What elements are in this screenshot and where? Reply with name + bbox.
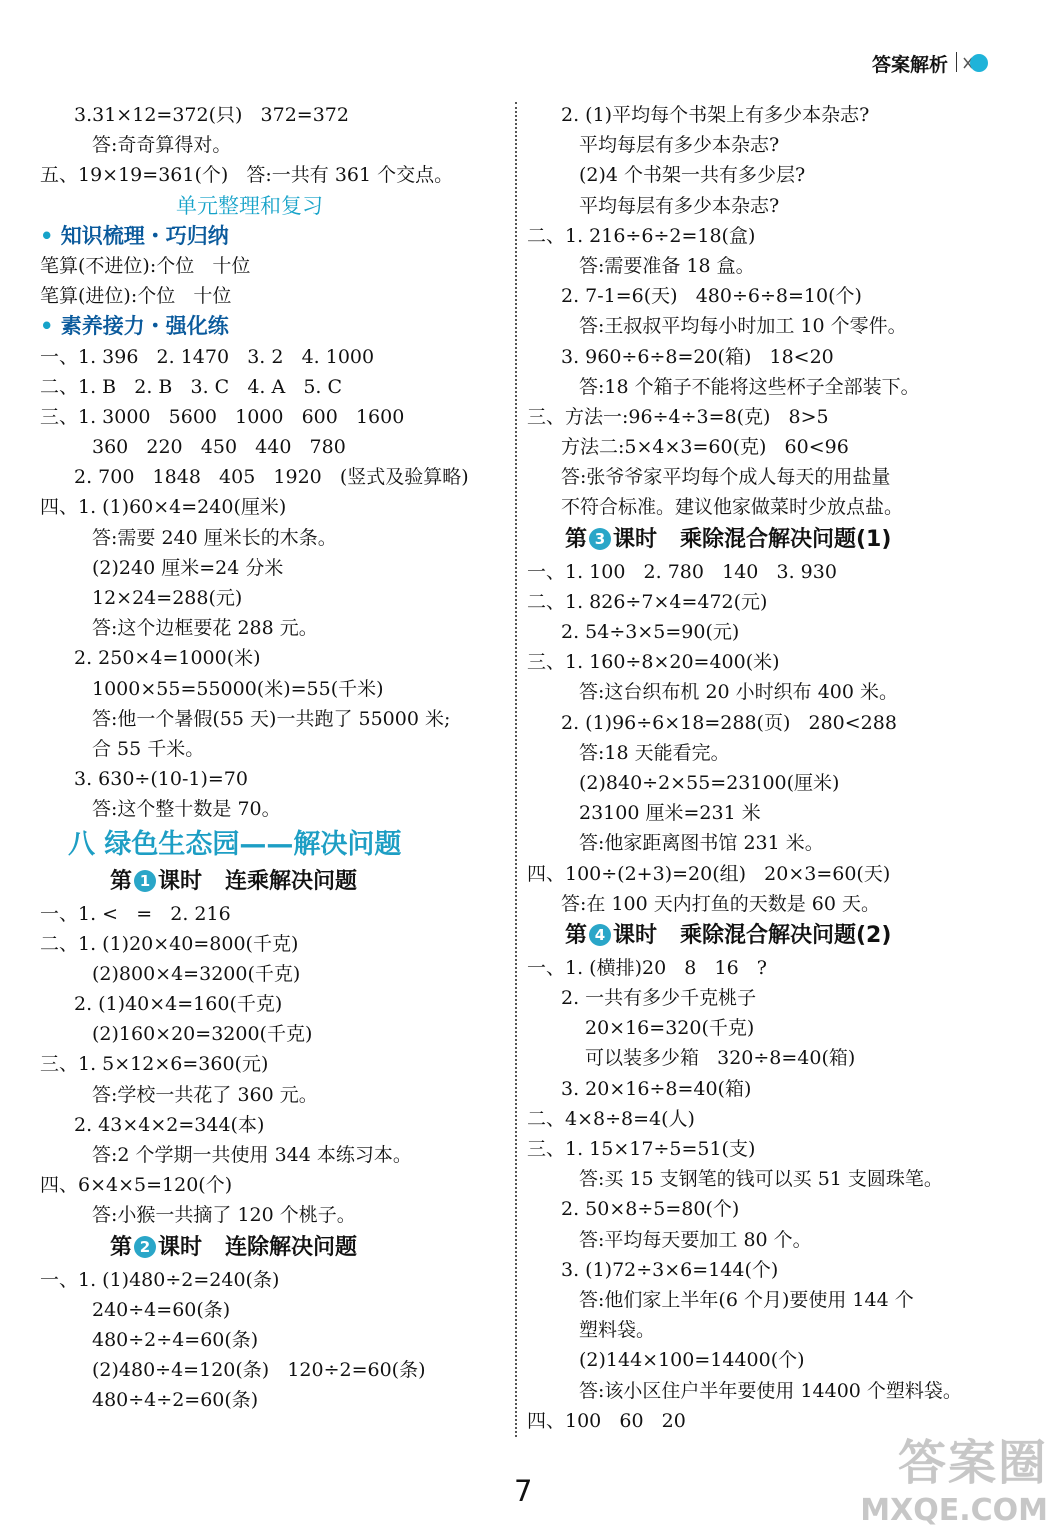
answer-line: 不符合标准。建议他家做菜时少放点盐。 [561, 496, 904, 519]
answer-line: 三、1. 160÷8×20=400(米) [527, 651, 780, 674]
lesson-prefix: 第 [565, 922, 588, 948]
answer-line: 平均每层有多少本杂志? [579, 194, 780, 217]
header-label: 答案解析 [871, 54, 948, 76]
answer-line: 可以装多少箱 320÷8=40(箱) [585, 1047, 856, 1070]
watermark-url: MXQE.COM [860, 1493, 1048, 1528]
answer-line: 四、100÷(2+3)=20(组) 20×3=60(天) [527, 862, 891, 885]
page-number: 7 [514, 1474, 533, 1508]
answer-line: (2)840÷2×55=23100(厘米) [579, 771, 840, 794]
answer-line: 一、1. 396 2. 1470 3. 2 4. 1000 [40, 345, 375, 368]
answer-line: 答:他们家上半年(6 个月)要使用 144 个 [579, 1288, 914, 1311]
lesson-title [40, 1231, 500, 1265]
answer-line: 二、1. 216÷6÷2=18(盒) [527, 224, 756, 247]
answer-line: 答:买 15 支钢笔的钱可以买 51 支圆珠笔。 [579, 1168, 943, 1191]
lesson-title [527, 523, 1007, 557]
lesson-number-badge: 1 [134, 870, 156, 892]
left-column [40, 100, 500, 1416]
answer-line: 3. 630÷(10-1)=70 [74, 768, 248, 791]
answer-line: (2)4 个书架一共有多少层? [579, 164, 806, 187]
lesson-title [40, 865, 500, 899]
answer-line: 一、1. 100 2. 780 140 3. 930 [527, 560, 837, 583]
lesson-name: 课时 连乘解决问题 [158, 868, 357, 894]
answer-line: 3. (1)72÷3×6=144(个) [561, 1258, 779, 1281]
section-title: 单元整理和复习 [176, 193, 323, 218]
answer-line: 答:张爷爷家平均每个成人每天的用盐量 [561, 466, 891, 489]
answer-line: 3. 20×16÷8=40(箱) [561, 1077, 752, 1100]
answer-line: 三、1. 5×12×6=360(元) [40, 1053, 269, 1076]
right-column [527, 100, 1007, 1436]
watermark [860, 1424, 1048, 1528]
answer-line: 1000×55=55000(米)=55(千米) [92, 677, 384, 700]
subsection-title: • 素养接力・强化练 [40, 311, 500, 341]
chapter-title: 八 绿色生态园——解决问题 [68, 828, 402, 860]
answer-line: 答:平均每天要加工 80 个。 [579, 1228, 812, 1251]
lesson-prefix: 第 [110, 868, 133, 894]
answer-line: 360 220 450 440 780 [92, 436, 346, 459]
lesson-name: 课时 乘除混合解决问题(1) [613, 526, 892, 552]
answer-line: 答:需要准备 18 盒。 [579, 254, 755, 277]
lesson-prefix: 第 [110, 1234, 133, 1260]
answer-line: 240÷4=60(条) [92, 1298, 231, 1321]
answer-line: 12×24=288(元) [92, 587, 243, 609]
answer-line: 塑料袋。 [579, 1319, 656, 1342]
answer-line: 23100 厘米=231 米 [579, 802, 761, 825]
answer-line: 480÷2÷4=60(条) [92, 1328, 259, 1351]
answer-line: 答:学校一共花了 360 元。 [92, 1083, 318, 1106]
answer-line: 2. (1)40×4=160(千克) [74, 993, 283, 1016]
answer-line: 二、1. 826÷7×4=472(元) [527, 590, 768, 613]
answer-line: 答:该小区住户半年要使用 14400 个塑料袋。 [579, 1379, 962, 1402]
answer-line: (2)240 厘米=24 分米 [92, 556, 284, 579]
answer-line: 答:奇奇算得对。 [92, 134, 232, 157]
answer-line: 平均每层有多少本杂志? [579, 134, 780, 157]
answer-line: 2. 一共有多少千克桃子 [561, 987, 757, 1010]
answer-line: 答:18 个箱子不能将这些杯子全部装下。 [579, 375, 920, 398]
answer-line: 答:小猴一共摘了 120 个桃子。 [92, 1204, 356, 1227]
lesson-name: 课时 乘除混合解决问题(2) [613, 922, 892, 948]
answer-line: 五、19×19=361(个) 答:一共有 361 个交点。 [40, 164, 454, 187]
answer-line: 答:18 天能看完。 [579, 741, 730, 764]
answer-line: 一、1. (1)480÷2=240(条) [40, 1268, 280, 1291]
lesson-number-badge: 4 [589, 924, 611, 946]
answer-line: 二、1. B 2. B 3. C 4. A 5. C [40, 375, 343, 398]
answer-line: 答:需要 240 厘米长的木条。 [92, 526, 337, 549]
answer-line: 三、1. 3000 5600 1000 600 1600 [40, 405, 405, 428]
answer-line: 笔算(进位):个位 十位 [40, 285, 232, 308]
answer-line: 2. 50×8÷5=80(个) [561, 1198, 740, 1221]
answer-line: 三、方法一:96÷4÷3=8(克) 8>5 [527, 405, 829, 428]
answer-line: (2)480÷4=120(条) 120÷2=60(条) [92, 1359, 426, 1382]
answer-line: 四、1. (1)60×4=240(厘米) [40, 496, 287, 519]
lesson-prefix: 第 [565, 526, 588, 552]
column-divider [515, 102, 517, 1437]
subsection-title: • 知识梳理・巧归纳 [40, 221, 500, 251]
answer-line: 三、1. 15×17÷5=51(支) [527, 1138, 756, 1160]
answer-line: 2. (1)96÷6×18=288(页) 280<288 [561, 711, 897, 734]
answer-line: 3.31×12=372(只) 372=372 [74, 104, 349, 126]
answer-line: 2. 700 1848 405 1920 (竖式及验算略) [74, 466, 469, 489]
lesson-name: 课时 连除解决问题 [158, 1234, 357, 1260]
answer-line: 2. 54÷3×5=90(元) [561, 621, 740, 643]
answer-line: (2)144×100=14400(个) [579, 1349, 805, 1372]
answer-line: 四、100 60 20 [527, 1409, 686, 1432]
answer-line: (2)160×20=3200(千克) [92, 1023, 313, 1046]
answer-line: 四、6×4×5=120(个) [40, 1174, 233, 1197]
answer-line: (2)800×4=3200(千克) [92, 962, 301, 985]
answer-line: 合 55 千米。 [92, 737, 205, 760]
answer-line: 2. 43×4×2=344(本) [74, 1113, 265, 1136]
answer-line: 答:他一个暑假(55 天)一共跑了 55000 米; [92, 707, 451, 730]
answer-line: 二、4×8÷8=4(人) [527, 1107, 695, 1130]
answer-line: 480÷4÷2=60(条) [92, 1389, 259, 1412]
lesson-number-badge: 2 [134, 1236, 156, 1258]
answer-line: 二、1. (1)20×40=800(千克) [40, 932, 299, 955]
answer-line: 2. 7-1=6(天) 480÷6÷8=10(个) [561, 285, 862, 308]
answer-line: 3. 960÷6÷8=20(箱) 18<20 [561, 345, 834, 368]
answer-line: 笔算(不进位):个位 十位 [40, 254, 251, 277]
lesson-title [527, 919, 1007, 953]
answer-line: 一、1. < = 2. 216 [40, 902, 231, 925]
answer-line: 方法二:5×4×3=60(克) 60<96 [561, 436, 849, 459]
watermark-logo: 答案圈 [897, 1435, 1048, 1491]
answer-line: 答:王叔叔平均每小时加工 10 个零件。 [579, 315, 907, 338]
answer-line: 答:这台织布机 20 小时织布 400 米。 [579, 681, 899, 704]
answer-line: 20×16=320(千克) [585, 1017, 755, 1040]
answer-line: 答:他家距离图书馆 231 米。 [579, 832, 824, 855]
lesson-number-badge: 3 [589, 528, 611, 550]
answer-line: 2. 250×4=1000(米) [74, 647, 261, 670]
header-logo-icon [962, 50, 988, 76]
answer-line: 答:在 100 天内打鱼的天数是 60 天。 [561, 892, 881, 915]
answer-line: 答:这个整十数是 70。 [92, 798, 281, 821]
answer-line: 一、1. (横排)20 8 16 ? [527, 956, 767, 979]
answer-line: 2. (1)平均每个书架上有多少本杂志? [561, 104, 870, 126]
answer-line: 答:这个边框要花 288 元。 [92, 617, 318, 640]
answer-line: 答:2 个学期一共使用 344 本练习本。 [92, 1144, 412, 1166]
header-separator [956, 52, 957, 72]
